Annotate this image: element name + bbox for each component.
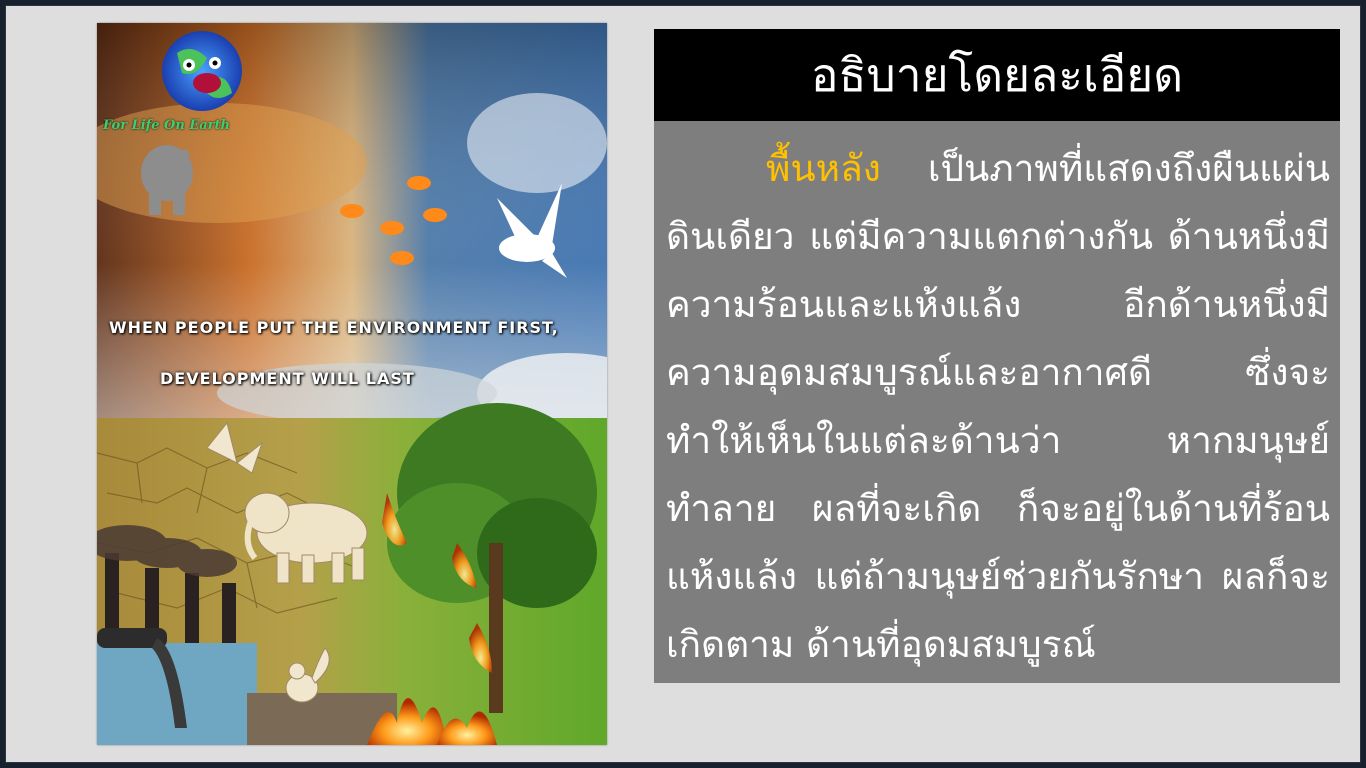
description-text: เป็นภาพที่แสดงถึงผืนแผ่นดินเดียว แต่มีความแตกต่างกัน ด้านหนึ่งมีความร้อนและแห้งแล้ง อีกด้านหนึ่งมีความอุดมสมบูรณ์และอากาศดี ซึ่งจะทำให้เห็นในแต่ละด้านว่า หากมนุษย์ทำลาย ผลที่จะเกิด ก็จะอยู่ในด้านที่ร้อนแห้งแล้ง แต่ถ้ามนุษย์ช่วยกันรักษา ผลก็จะเกิดตาม ด้านที่อุดมสมบูรณ์ — [666, 147, 1330, 666]
slide — [5, 5, 1361, 763]
environment-poster — [97, 23, 607, 745]
poster-slogan-line2: DEVELOPMENT WILL LAST — [160, 369, 415, 388]
description-lead: พื้นหลัง — [766, 147, 881, 190]
description-box — [654, 121, 1340, 683]
poster-logo-text: For Life On Earth — [103, 118, 230, 133]
panel-title: อธิบายโดยละเอียด — [654, 29, 1340, 121]
poster-slogan-line1: WHEN PEOPLE PUT THE ENVIRONMENT FIRST, — [109, 318, 559, 337]
